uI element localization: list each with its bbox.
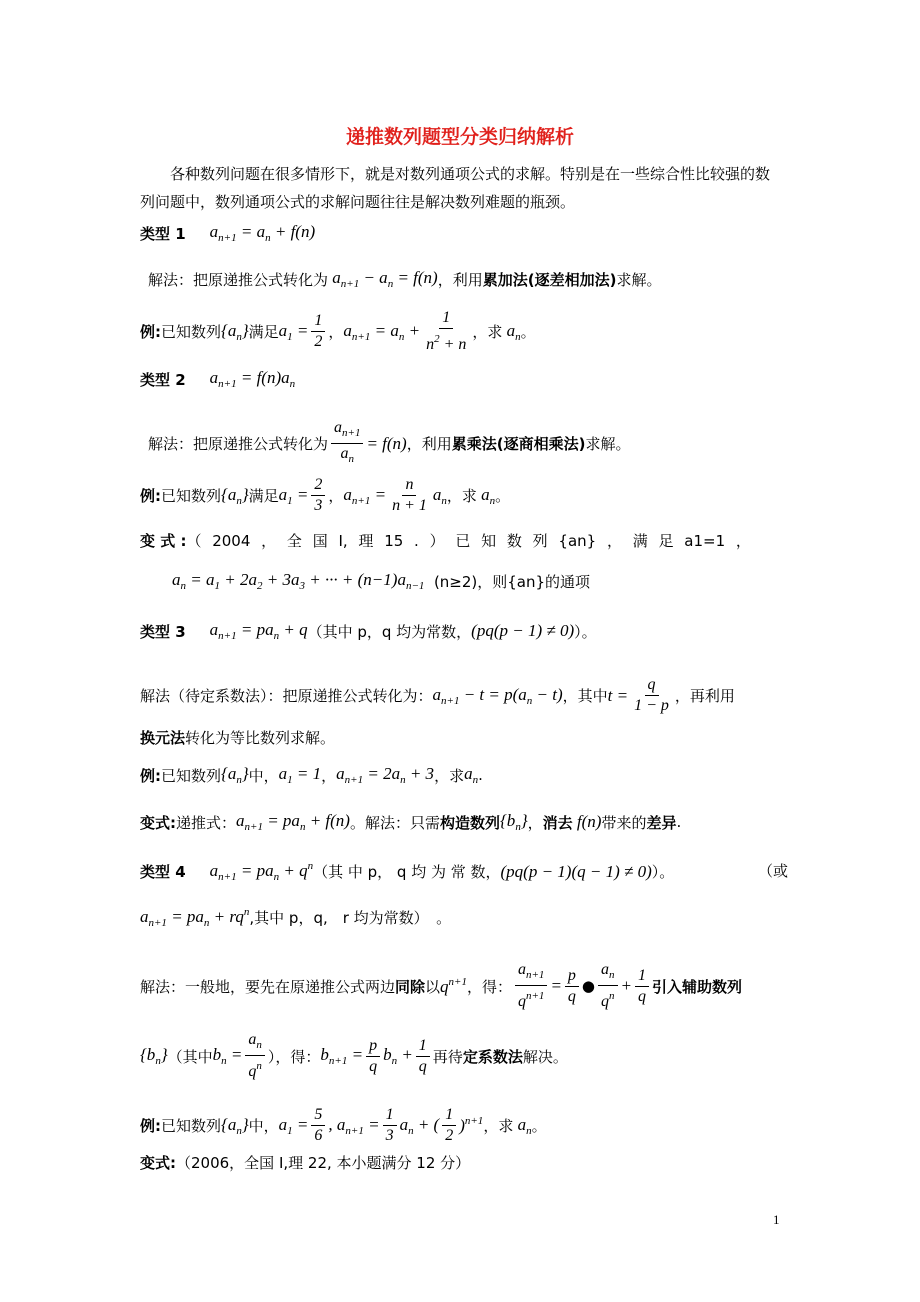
page-title: 递推数列题型分类归纳解析 [345, 126, 574, 148]
type4-example: 例: 已知数列 $\{a_n\}$ 中， $a_1$ = $\frac{5}{6}$ , $a_{n+1}$ = $\frac{1}{3}$ $a_n$ + ( $\frac{1}{2}$ )$^{n+1}$ ，求 $a_n$ 。 [140, 1106, 547, 1144]
type4-line2: $a_{n+1} = pa_n + rq^n$ ,其中 p，q, r 均为常数） 。 [140, 906, 452, 929]
type3-method: 解法（待定系数法）：把原递推公式转化为： $a_{n+1} - t = p(a_n - t)$ ，其中 t = $\frac{q}{1 - p}$ ，再利用 [140, 676, 735, 714]
type1-label: 类型 1 [140, 224, 186, 243]
type1-method-formula: $a_{n+1} - a_n = f(n)$ [328, 268, 438, 290]
type2-variant-line2: $a_n = a_1 + 2a_2 + 3a_3$ + ··· + $(n-1)a_{n-1}$ (n≥2)，则{an}的通项 [172, 570, 591, 592]
page-number: 1 [773, 1212, 780, 1227]
type4-or: （或 [758, 862, 789, 880]
intro-paragraph: 各种数列问题在很多情形下，就是对数列通项公式的求解。特别是在一些综合性比较强的数列问题中，数列通项公式的求解问题往往是解决数列难题的瓶颈。 [140, 165, 771, 211]
type3-example: 例: 已知数列 $\{a_n\}$ 中， $a_1 = 1$ ， $a_{n+1} = 2a_n + 3$ ，求 $a_n$ . [140, 764, 483, 786]
type3-variant: 变式: 递推式： $a_{n+1} = pa_n + f(n)$ 。解法：只需 构造数列 $\{b_n\}$ ， 消去 f(n) 带来的 差异 . [140, 811, 682, 833]
type4-heading: 类型 4 $a_{n+1} = pa_n + q^n$ （其 中 p， q 均 为 常 数， (pq(p − 1)(q − 1) ≠ 0) ）。 [140, 860, 675, 883]
type2-heading: 类型 2 $a_{n+1} = f(n)a_n$ [140, 368, 296, 390]
type3-heading: 类型 3 $a_{n+1} = pa_n + q$ （其中 p，q 均为常数， (pq(p − 1) ≠ 0) ）。 [140, 620, 597, 642]
fraction-one-half: $\frac{1}{2}$ [311, 311, 325, 352]
type4-variant: 变式: （2006，全国 I,理 22, 本小题满分 12 分） [140, 1154, 471, 1172]
type2-method: 解法：把原递推公式转化为 $\frac{a_{n+1}}{a_n}$ = f(n) ，利用 累乘法(逐商相乘法) 求解。 [148, 419, 631, 465]
type3-method2: 换元法 转化为等比数列求解。 [140, 729, 336, 747]
type4-method2: $\{b_n\}$ （其中 $b_n$ = $\frac{a_n}{q^n}$ ），得： $b_{n+1}$ = $\frac{p}{q}$ $b_n$ + $\frac{1}{q}$ 再待 定系数法 解决。 [140, 1031, 568, 1080]
type1-heading [140, 222, 315, 244]
type1-example: 例: 已知数列 $\{a_n\}$ 满足 $a_1$ = $\frac{1}{2}$ ， $a_{n+1} = a_n$ + $\frac{1}{n^2 + n}$ ，求 $a_n$ 。 [140, 309, 536, 353]
type1-formula: $a_{n+1} = a_n + f(n)$ [209, 222, 316, 244]
type4-method: 解法：一般地，要先在原递推公式两边 同除 以 $q^{n+1}$ ，得： $\frac{a_{n+1}}{q^{n+1}}$ = $\frac{p}{q}$ ● $\frac{a_n}{q^n}$ + $\frac{1}{q}$ 引入辅助数列 [140, 961, 743, 1010]
type1-method: 解法：把原递推公式转化为 $a_{n+1} - a_n = f(n)$ ，利用 累加法(逐差相加法) 求解。 [148, 268, 662, 290]
type2-variant: 变 式 : （ 2004 ， 全 国 I, 理 15 . ） 已 知 数 列 {an} ， 满 足 a1=1 ， [140, 532, 751, 550]
type2-example: 例: 已知数列 $\{a_n\}$ 满足 $a_1$ = $\frac{2}{3}$ ， $a_{n+1}$ = $\frac{n}{n + 1}$ $a_n$ ，求 $a_n$ 。 [140, 476, 511, 514]
